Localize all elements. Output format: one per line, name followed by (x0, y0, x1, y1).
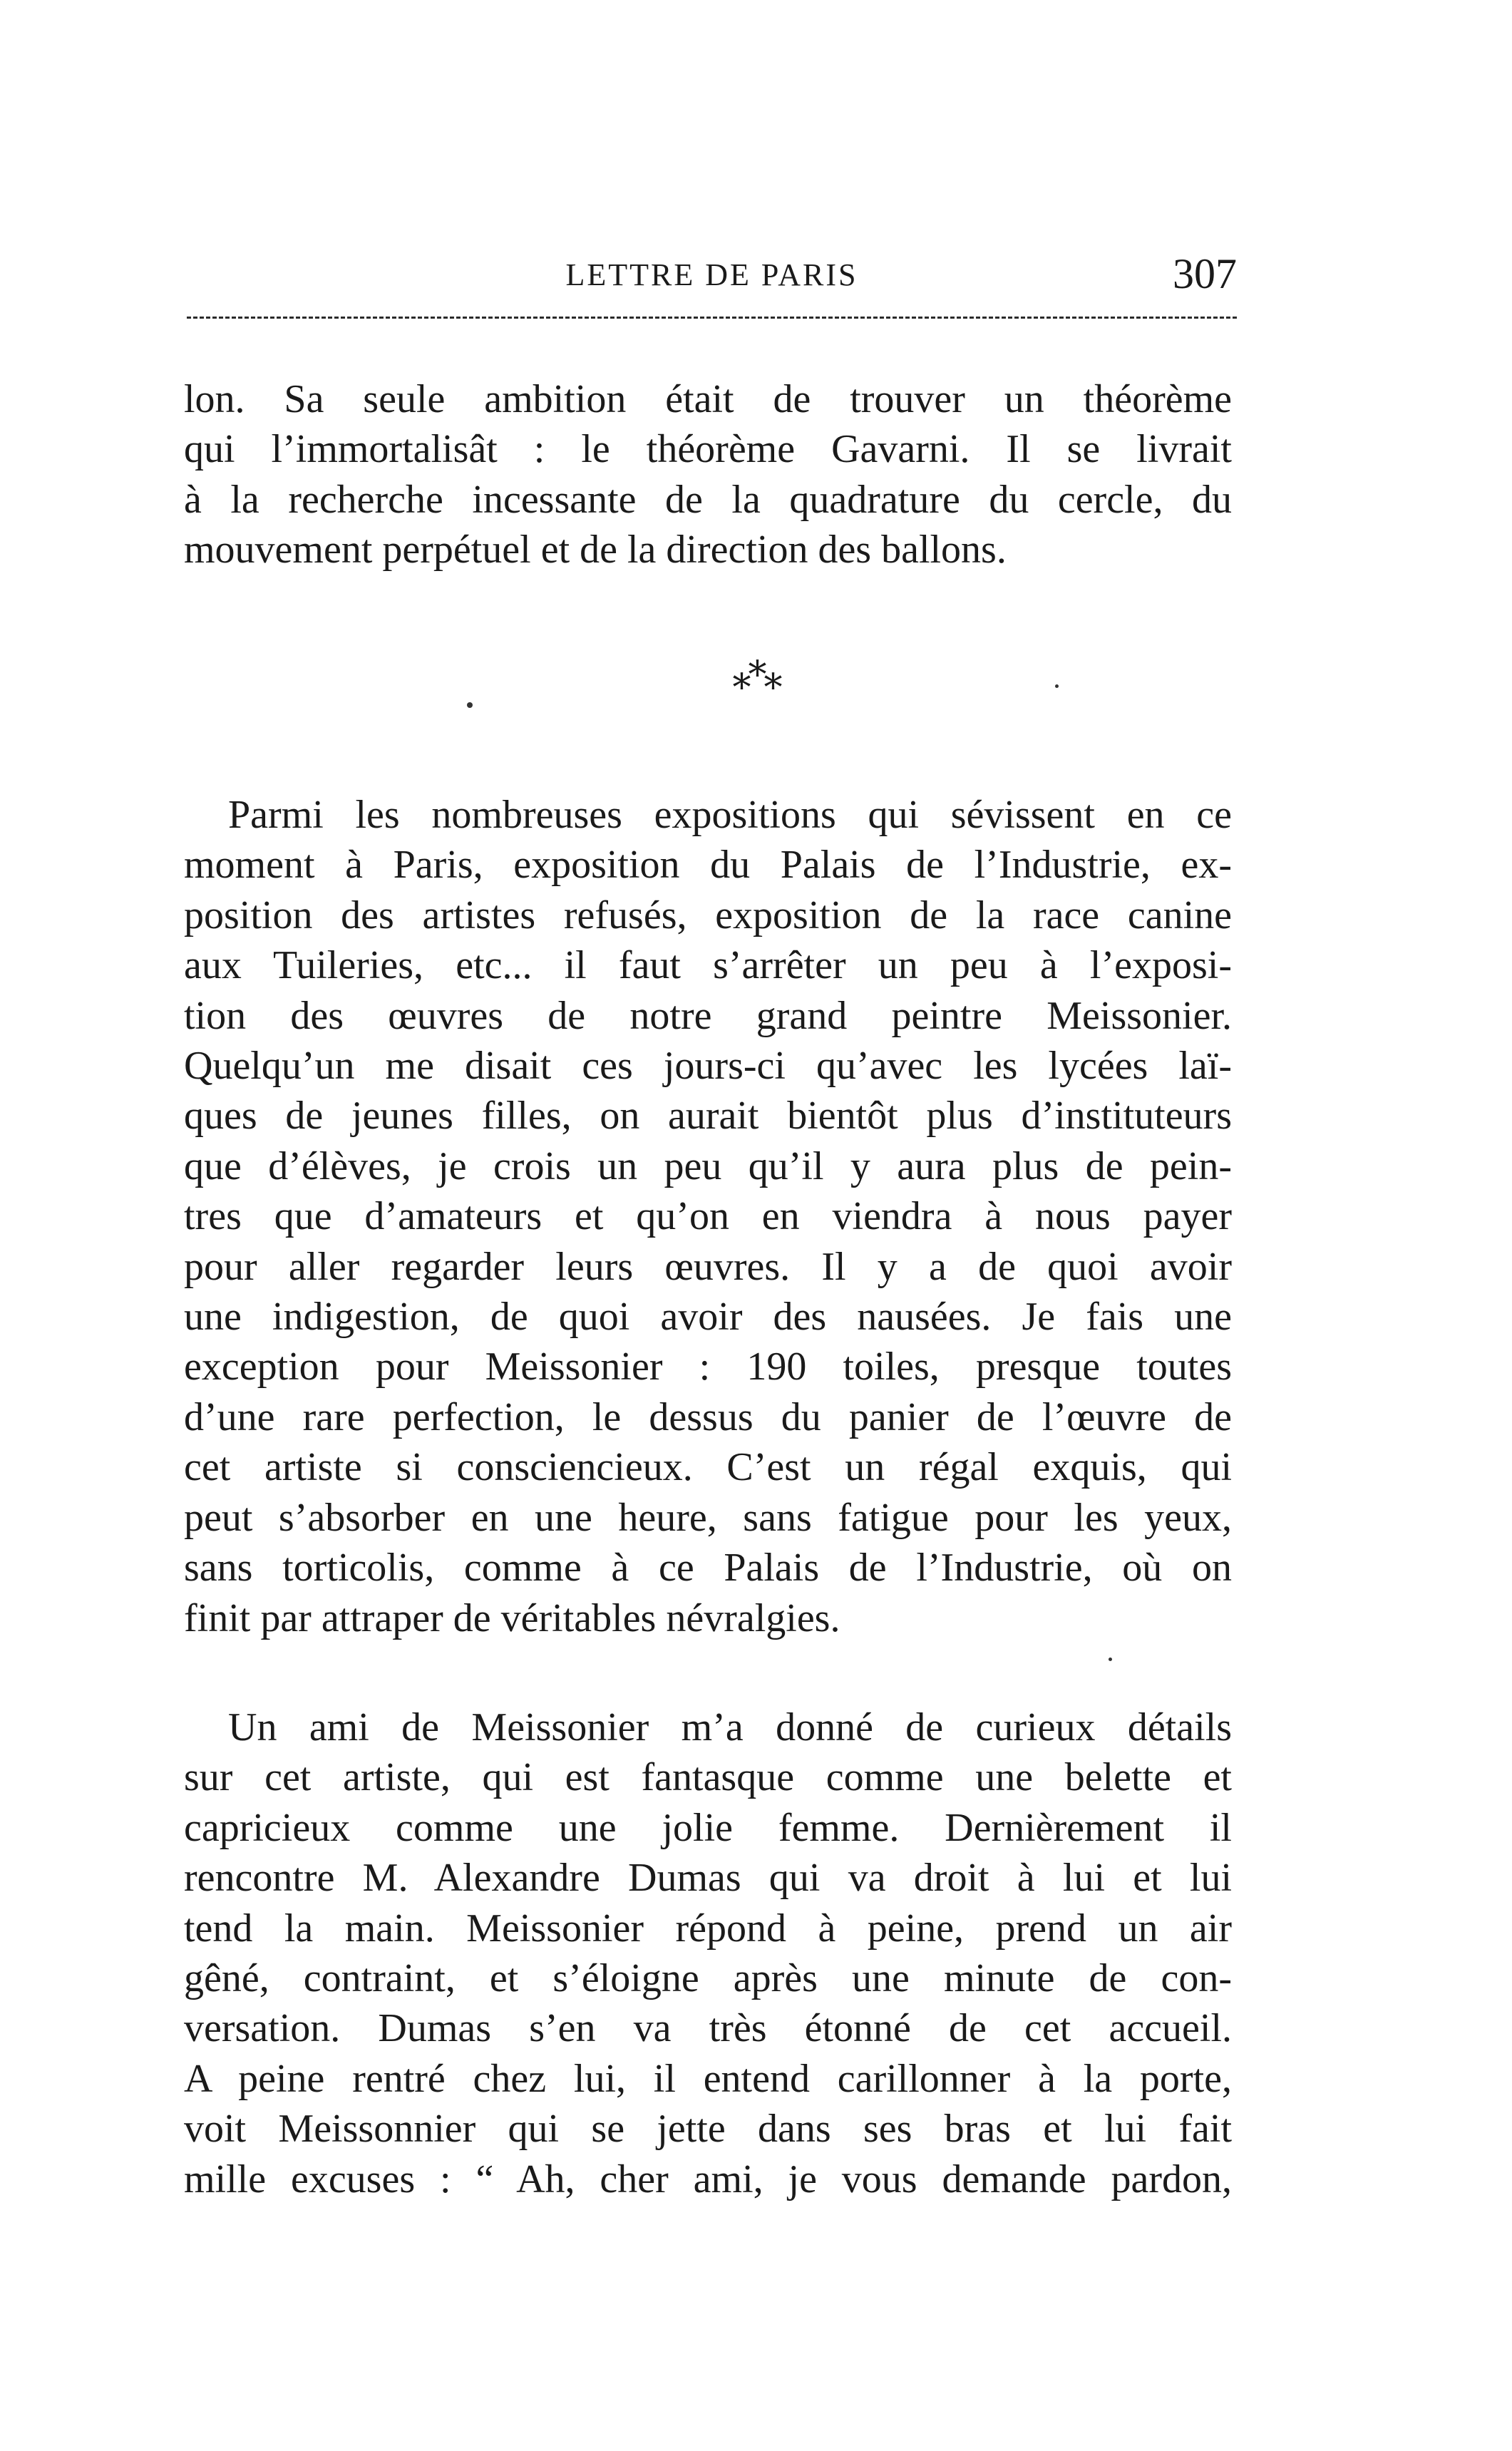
text-line: tend la main. Meissonier répond à peine, prend un air (184, 1906, 1232, 1951)
speck (467, 702, 473, 708)
text-line: qui l’immortalisât : le théorème Gavarni. Il se livrait (184, 427, 1232, 472)
running-header (187, 250, 1237, 299)
text-line: gêné, contraint, et s’éloigne après une minute de con- (184, 1956, 1232, 2001)
text-line: exception pour Meissonier : 190 toiles, presque toutes (184, 1345, 1232, 1389)
text-line: cet artiste si consciencieux. C’est un régal exquis, qui (184, 1445, 1232, 1490)
page-number: 307 (1173, 250, 1237, 297)
text-line: mille excuses : “ Ah, cher ami, je vous demande pardon, (184, 2157, 1232, 2201)
text-line: position des artistes refusés, exposition de la race canine (184, 893, 1232, 937)
text-line: mouvement perpétuel et de la direction des ballons. (184, 528, 1007, 572)
paragraph-3 (184, 1702, 1232, 2204)
asterisk: * (763, 667, 780, 709)
asterisk: * (732, 667, 749, 709)
text-line: pour aller regarder leurs œuvres. Il y a de quoi avoir (184, 1244, 1232, 1289)
text-line: rencontre M. Alexandre Dumas qui va droit à lui et lui (184, 1856, 1232, 1901)
text-line: Parmi les nombreuses expositions qui sévissent en ce (228, 793, 1232, 837)
speck (1055, 684, 1059, 688)
paragraph-2 (184, 790, 1232, 1643)
paragraph-1 (184, 374, 1232, 575)
asterism-separator (0, 654, 1512, 709)
text-line: que d’élèves, je crois un peu qu’il y aura plus de pein- (184, 1144, 1232, 1188)
text-line: capricieux comme une jolie femme. Dernièrement il (184, 1805, 1232, 1850)
text-line: d’une rare perfection, le dessus du panier de l’œuvre de (184, 1394, 1232, 1439)
text-line: sur cet artiste, qui est fantasque comme une belette et (184, 1755, 1232, 1800)
asterisk: * (748, 654, 764, 697)
text-line: lon. Sa seule ambition était de trouver un théorème (184, 377, 1232, 421)
text-line: A peine rentré chez lui, il entend carillonner à la porte, (184, 2056, 1232, 2101)
text-line: Un ami de Meissonier m’a donné de curieux détails (228, 1705, 1232, 1749)
text-line: peut s’absorber en une heure, sans fatigue pour les yeux, (184, 1495, 1232, 1540)
running-title: LETTRE DE PARIS (565, 257, 858, 292)
speck (1109, 1658, 1112, 1661)
text-line: une indigestion, de quoi avoir des nausées. Je fais une (184, 1295, 1232, 1340)
text-line: tres que d’amateurs et qu’on en viendra à nous payer (184, 1194, 1232, 1239)
text-line: ques de jeunes filles, on aurait bientôt plus d’instituteurs (184, 1094, 1232, 1139)
text-line: voit Meissonnier qui se jette dans ses bras et lui fait (184, 2107, 1232, 2152)
header-rule (187, 317, 1237, 319)
text-line: moment à Paris, exposition du Palais de l’Industrie, ex- (184, 843, 1232, 888)
text-line: tion des œuvres de notre grand peintre Meissonier. (184, 993, 1232, 1038)
text-line: finit par attraper de véritables névralgies. (184, 1596, 840, 1640)
text-line: aux Tuileries, etc... il faut s’arrêter un peu à l’exposi- (184, 943, 1232, 988)
text-line: à la recherche incessante de la quadrature du cercle, du (184, 477, 1232, 522)
text-line: sans torticolis, comme à ce Palais de l’Industrie, où on (184, 1546, 1232, 1591)
text-line: Quelqu’un me disait ces jours-ci qu’avec les lycées laï- (184, 1044, 1232, 1089)
text-line: versation. Dumas s’en va très étonné de cet accueil. (184, 2006, 1232, 2051)
